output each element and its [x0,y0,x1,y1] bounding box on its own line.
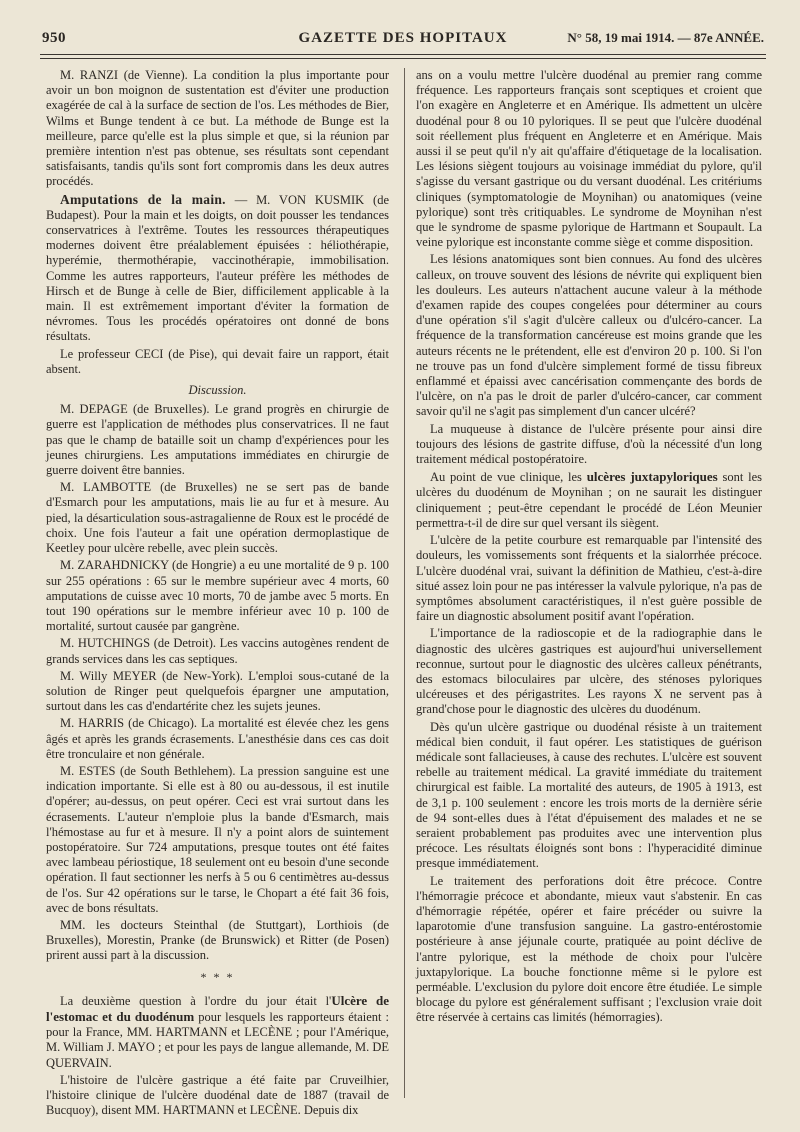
paragraph-juxtapyloric [416,469,762,531]
second-question-topic: Ulcère de l'estomac et du duodénum [46,992,389,1024]
paragraph-zarahdnicky: M. ZARAHDNICKY (de Hongrie) a eu une mortalité de 9 p. 100 sur 255 opérations : 65 sur le membre supérieur avec 4 morts, 60 amputations de cuisse avec 10 morts, 70 de jambe avec 5 morts. En tout 190 opérations sur le membre inférieur avec 10 p. 100 de mortalité, surtout causée par gangrène. [46,558,389,634]
paragraph-continuation-duodenal: ans on a voulu mettre l'ulcère duodénal au premier rang comme fréquence. Les rapporteurs français sont sceptiques et croient que l'on exagère en Angleterre et en Amérique. Ils admettent un ulcère duodénal pour 8 ou 10 pyloriques. Il se peut que l'ulcère duodénal soit réellement plus fréquent en Angleterre et en Amérique. Mais aussi il se peut qu'il n'y ait qu'affaire d'étiquetage de la localisation. Les lésions siègent toujours au voisinage immédiat du pylore, qu'il s'agisse du versant gastrique ou du versant duodénal. Les critériums cliniques (symptomatologie de Moynihan) ou anatomiques (veine pylorique) sont très critiquables. Le syndrome de Moynihan n'est que le syndrome de spasme pylorique de Hartmann et Soupault. La veine pylorique est inconstante comme siège et comme disposition. [416,68,762,250]
paragraph-discussants: MM. les docteurs Steinthal (de Stuttgart), Lorthiois (de Bruxelles), Morestin, Pranke (de Brunswick) et Ritter (de Posen) prirent aussi part à la discussion. [46,917,389,963]
paragraph-hutchings: M. HUTCHINGS (de Detroit). Les vaccins autogènes rendent de grands services dans les cas septiques. [46,636,389,666]
header-rule-thick [40,54,766,55]
issue-info: N° 58, 19 mai 1914. — 87e ANNÉE. [567,30,764,45]
paragraph-harris: M. HARRIS (de Chicago). La mortalité est élevée chez les gens âgés et après les grands écrasements. L'anesthésie dans ces cas doit être tronculaire et non générale. [46,716,389,761]
paragraph-history-ulcer: L'histoire de l'ulcère gastrique a été faite par Cruveilhier, l'histoire clinique de l'ulcère duodénal date de 1887 (travail de Bucquoy), disent MM. HARTMANN et LECÈNE. Depuis dix [46,1072,389,1118]
paragraph-amputations-main [46,192,389,345]
header-rule-thin [40,58,766,59]
column-divider [404,68,405,1098]
paragraph-kusmik-text: — M. VON KUSMIK (de Budapest). Pour la main et les doigts, on doit pousser les tendances conservatrices à l'extrême. Toutes les ressources thérapeutiques modernes doivent être préalablement épuisées : héliothérapie, hyperémie, thermothérapie, vaccinothérapie, immobilisation. Comme les autres rapporteurs, l'auteur préfère les méthodes de Hirsch et de Bunge à celle de Bier, difficilement applicable à la main. Il est extrêmement important d'éviter la formation de névromes. Tous les procédés opératoires ont donné de bons résultats. [46,192,389,344]
paragraph-second-question [46,993,389,1071]
second-question-end: pour lesquels les rapporteurs étaient : pour la France, MM. HARTMANN et LECÈNE ; pour l'Amérique, M. William J. MAYO ; et pour les pays de langue allemande, M. DE QUERVAIN. [46,1009,389,1070]
paragraph-ceci: Le professeur CECI (de Pise), qui devait faire un rapport, était absent. [46,346,389,376]
discussion-heading: Discussion. [188,383,247,398]
paragraph-radioscopy: L'importance de la radioscopie et de la radiographie dans le diagnostic des ulcères gastriques est aujourd'hui universellement reconnue, surtout pour le diagnostic des ulcères calleux pénétrants, des estomacs biloculaires par ulcère, des sténoses pyloriques ulcéreuses et des périgastrites. Les rayons X ne servent pas à grand'chose pour le diagnostic des ulcères du duodénum. [416,626,762,717]
paragraph-anatomical-lesions: Les lésions anatomiques sont bien connues. Au fond des ulcères calleux, on trouve souvent des lésions de névrite qui expliquent bien les douleurs. Les auteurs n'attachent aucune valeur à la méthode d'examen rapide des coupes congelées pour déterminer au cours d'une opération s'il s'agit d'ulcère calleux ou d'ulcéro-cancer. La fréquence de la transformation cancéreuse est moins grande que les auteurs récents ne le prétendent, elle est d'environ 20 p. 100. Si l'on ne trouve pas un fond d'ulcère simplement formé de tissu fibreux enflammé et épaissi avec cancérisation commençante des bords de l'ulcère, on n'a pas le droit de parler d'ulcéro-cancer, car comment savoir qu'il ne s'agit pas simplement d'un cancer ulcéré? [416,252,762,419]
paragraph-operate: Dès qu'un ulcère gastrique ou duodénal résiste à un traitement médical bien conduit, il faut opérer. Les statistiques de guérison médicale sont fallacieuses, à cause des rechutes. L'ulcère est souvent rebelle au traitement médical. La gravité immédiate du traitement chirurgical est faible. La mortalité des auteurs, de 1905 à 1913, est de 3,1 p. 100 seulement : encore les trois morts de la dernière série de 94 sont-elles dues à l'état d'épuisement des malades et ne se seraient probablement pas produites avec une intervention plus précoce. Les résultats éloignés sont bons : l'hyperacidité diminue presque immédiatement. [416,719,762,871]
paragraph-perforations: Le traitement des perforations doit être précoce. Contre l'hémorragie précoce et abondante, mieux vaut s'abstenir. En cas d'hémorragie répétée, opérer et faire précéder ou suivre la laparotomie d'une transfusion sanguine. La gastro-entérostomie postérieure à anse jéjunale courte, pratiquée au point déclive de l'antre pylorique, est la méthode de choix pour l'ulcère juxtapylorique. La bouche fonctionne même si le pylore est perméable. L'exclusion du pylore doit encore être étudiée. Le simple blocage du pylore est généralement suffisant ; l'exclusion vraie doit être réservée à certains cas limités (hémorragies). [416,873,762,1025]
paragraph-estes: M. ESTES (de South Bethlehem). La pression sanguine est une indication importante. Si elle est à 80 ou au-dessous, il est inutile d'opérer; au-dessus, on peut opérer. Ceci est vrai surtout dans les écrasements. L'auteur n'emploie plus la bande d'Esmarch, mais l'hémostase au fur et à mesure. Il n'y a point alors de suintement postopératoire. Sur 724 amputations, presque toutes ont été faites avec lambeau périostique, 18 seulement ont eu besoin d'une seconde opération. Il faut sectionner les nerfs à 5 ou 6 centimètres au-dessus de l'os. Sur 42 opérations sur le tarse, le Chopart a été fait 36 fois, avec de bons résultats. [46,763,389,915]
paragraph-meyer: M. Willy MEYER (de New-York). L'emploi sous-cutané de la solution de Ringer peut quelquefois épargner une amputation, surtout dans les cas d'endartérite chez les sujets jeunes. [46,668,389,714]
paragraph-depage: M. DEPAGE (de Bruxelles). Le grand progrès en chirurgie de guerre est l'application de méthodes plus conservatrices. Il ne faut pas que le champ de bataille soit un champ d'expériences pour les jeunes chirurgiens. Les amputations immédiates en chirurgie de guerre doivent être bannies. [46,402,389,478]
second-question-start: La deuxième question à l'ordre du jour était l' [60,993,332,1008]
page-number: 950 [42,30,66,46]
left-column [46,68,389,1120]
section-heading-amputations-main: Amputations de la main. [60,191,226,207]
paragraph-lambotte: M. LAMBOTTE (de Bruxelles) ne se sert pas de bande d'Esmarch pour les amputations, mais lie au fur et à mesure. Au pied, la désarticulation sous-astragalienne de Roux est le procédé de choix. Une fois l'auteur a fait une opération dermoplastique de Keetley pour ulcère rebelle, avec plein succès. [46,480,389,556]
paragraph-mucosa: La muqueuse à distance de l'ulcère présente pour ainsi dire toujours des lésions de gastrite diffuse, d'où la nécessité d'un long traitement médical postopératoire. [416,421,762,467]
section-separator-stars: * * * [200,969,235,984]
paragraph-small-curvature: L'ulcère de la petite courbure est remarquable par l'intensité des douleurs, les vomissements sont fréquents et la sialorrhée précoce. L'ulcère duodénal vrai, suivant la définition de Mathieu, c'est-à-dire situé assez loin pour ne pas intéresser la valvule pylorique, n'a pas de symptômes absolument caractéristiques, il n'est guère possible de faire un diagnostic absolument positif avant l'opération. [416,533,762,624]
juxtapyloric-start: Au point de vue clinique, les [430,470,587,485]
right-column [416,68,762,1028]
juxtapyloric-end: sont les ulcères du duodénum de Moynihan ; on ne saurait les distinguer cliniquement ; peut-être cependant le procédé de Léon Meunier permettra-t-il de dire sur quel versant ils siègent. [416,470,762,530]
juxtapyloric-term: ulcères juxtapyloriques [586,469,718,485]
journal-title: GAZETTE DES HOPITAUX [298,30,508,46]
page-header [42,30,764,54]
paragraph-ranzi: M. RANZI (de Vienne). La condition la plus importante pour avoir un bon moignon de sustentation est d'éviter une production exagérée de cal à la surface de section de l'os. Les méthodes de Bier, Wilms et Bunge tendent à ce but. La méthode de Bunge est la meilleure, parce qu'elle est la plus simple et que, si la réunion par première intention n'est pas obtenue, ses résultats sont cependant satisfaisants, tandis qu'ils sont fort compromis dans les deux autres procédés. [46,68,389,189]
